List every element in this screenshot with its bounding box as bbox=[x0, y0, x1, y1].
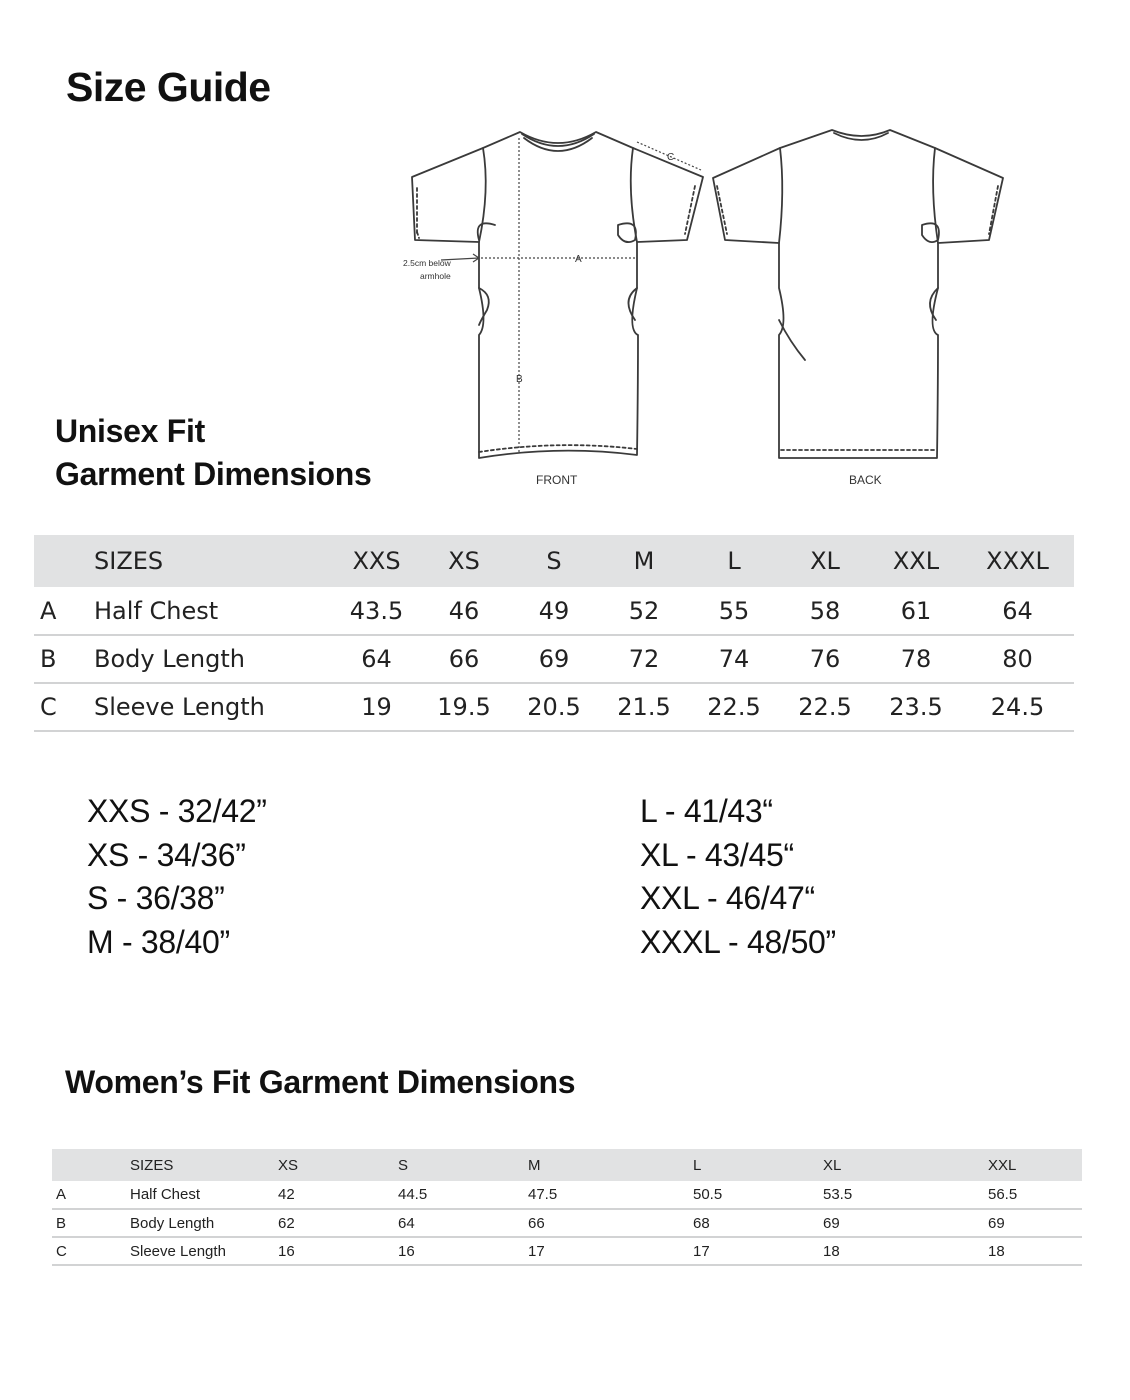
size-conversion-list-left bbox=[87, 790, 267, 964]
page-title: Size Guide bbox=[66, 64, 271, 110]
front-shirt-outline bbox=[412, 132, 703, 458]
womens-dimensions-table bbox=[52, 1149, 1082, 1266]
header-sizes: SIZES bbox=[94, 547, 164, 575]
cell-value: 44.5 bbox=[398, 1186, 428, 1203]
cell-value: 18 bbox=[823, 1242, 840, 1260]
cell-value: 46 bbox=[448, 596, 480, 625]
table-row bbox=[52, 1237, 1082, 1265]
armhole-note-line1: 2.5cm below bbox=[403, 258, 451, 268]
size-conversion-item: XXL - 46/47“ bbox=[640, 880, 815, 916]
unisex-dimensions-table bbox=[34, 535, 1074, 732]
cell-value: 56.5 bbox=[988, 1186, 1018, 1203]
cell-value: 19 bbox=[361, 693, 392, 721]
back-label: BACK bbox=[849, 473, 882, 487]
cell-value: 20.5 bbox=[527, 693, 581, 721]
header-size: L bbox=[693, 1156, 702, 1174]
cell-value: 64 bbox=[1002, 596, 1033, 625]
cell-value: 64 bbox=[361, 645, 392, 673]
header-size: S bbox=[546, 547, 562, 575]
cell-value: 80 bbox=[1002, 645, 1033, 673]
cell-value: 72 bbox=[628, 645, 660, 673]
unisex-title-line2: Garment Dimensions bbox=[55, 456, 372, 492]
cell-value: 50.5 bbox=[693, 1186, 723, 1203]
cell-value: 42 bbox=[278, 1186, 295, 1203]
cell-value: 23.5 bbox=[889, 693, 943, 721]
marker-a: A bbox=[575, 254, 582, 265]
header-size: XL bbox=[823, 1156, 842, 1174]
size-conversion-item: XXXL - 48/50” bbox=[640, 923, 836, 960]
marker-c: C bbox=[667, 152, 675, 163]
cell-value: 66 bbox=[528, 1214, 545, 1232]
cell-value: 69 bbox=[823, 1214, 840, 1232]
size-conversion-item: XS - 34/36” bbox=[87, 836, 246, 873]
size-conversion-item: L - 41/43“ bbox=[640, 793, 773, 829]
header-size: M bbox=[528, 1156, 541, 1174]
cell-value: 19.5 bbox=[437, 693, 491, 721]
size-conversion-item: S - 36/38” bbox=[87, 880, 225, 916]
front-label: FRONT bbox=[536, 473, 578, 487]
table-row bbox=[52, 1209, 1082, 1237]
row-code: C bbox=[40, 693, 57, 721]
header-size: XS bbox=[448, 547, 480, 575]
table-row bbox=[34, 587, 1074, 635]
row-label: Body Length bbox=[94, 645, 245, 673]
row-label: Sleeve Length bbox=[94, 693, 265, 721]
header-size: XXL bbox=[892, 547, 940, 575]
cell-value: 17 bbox=[528, 1242, 545, 1260]
cell-value: 21.5 bbox=[617, 693, 671, 721]
unisex-title-line1: Unisex Fit bbox=[55, 413, 205, 449]
cell-value: 52 bbox=[628, 596, 660, 625]
marker-b: B bbox=[516, 374, 523, 385]
row-label: Half Chest bbox=[94, 596, 219, 625]
cell-value: 16 bbox=[278, 1242, 295, 1260]
header-size: XL bbox=[810, 547, 840, 575]
cell-value: 61 bbox=[900, 596, 932, 625]
row-code: C bbox=[56, 1242, 67, 1260]
header-size: S bbox=[398, 1156, 409, 1174]
table-row bbox=[52, 1181, 1082, 1209]
cell-value: 64 bbox=[398, 1214, 415, 1232]
womens-header-row bbox=[52, 1149, 1082, 1181]
size-conversion-list-right bbox=[640, 790, 836, 964]
unisex-header-row bbox=[34, 535, 1074, 587]
header-size: XXXL bbox=[986, 547, 1049, 575]
cell-value: 78 bbox=[900, 645, 932, 673]
back-shirt-outline bbox=[713, 130, 1003, 458]
cell-value: 22.5 bbox=[707, 693, 761, 721]
womens-section-title: Women’s Fit Garment Dimensions bbox=[65, 1064, 576, 1100]
header-size: XXS bbox=[352, 547, 401, 575]
cell-value: 68 bbox=[693, 1214, 710, 1232]
cell-value: 76 bbox=[809, 645, 841, 673]
row-label: Sleeve Length bbox=[130, 1242, 226, 1260]
cell-value: 16 bbox=[398, 1242, 415, 1260]
cell-value: 55 bbox=[718, 596, 750, 625]
header-size: M bbox=[633, 547, 655, 575]
table-row bbox=[34, 635, 1074, 683]
cell-value: 58 bbox=[809, 596, 841, 625]
cell-value: 24.5 bbox=[990, 693, 1045, 721]
cell-value: 74 bbox=[718, 645, 750, 673]
tshirt-diagram bbox=[395, 120, 1015, 495]
header-sizes: SIZES bbox=[130, 1156, 174, 1174]
row-label: Half Chest bbox=[130, 1186, 201, 1203]
cell-value: 62 bbox=[278, 1214, 295, 1232]
size-conversion-item: XXS - 32/42” bbox=[87, 793, 267, 829]
size-conversion-item: XL - 43/45“ bbox=[640, 836, 794, 873]
cell-value: 53.5 bbox=[823, 1186, 853, 1203]
row-label: Body Length bbox=[130, 1214, 215, 1232]
header-size: L bbox=[727, 547, 741, 575]
row-code: A bbox=[40, 596, 57, 625]
cell-value: 69 bbox=[988, 1214, 1005, 1232]
row-code: A bbox=[56, 1186, 67, 1203]
row-code: B bbox=[40, 645, 57, 673]
cell-value: 43.5 bbox=[349, 596, 404, 625]
header-size: XS bbox=[278, 1156, 299, 1174]
row-code: B bbox=[56, 1214, 67, 1232]
size-conversion-item: M - 38/40” bbox=[87, 923, 230, 960]
header-size: XXL bbox=[988, 1156, 1017, 1174]
table-row bbox=[34, 683, 1074, 731]
cell-value: 18 bbox=[988, 1242, 1005, 1260]
cell-value: 49 bbox=[538, 596, 570, 625]
unisex-section-title bbox=[55, 410, 371, 496]
cell-value: 17 bbox=[693, 1242, 710, 1260]
cell-value: 22.5 bbox=[798, 693, 852, 721]
cell-value: 66 bbox=[448, 645, 480, 673]
armhole-note-line2: armhole bbox=[420, 271, 451, 281]
cell-value: 47.5 bbox=[528, 1186, 558, 1203]
cell-value: 69 bbox=[538, 645, 570, 673]
